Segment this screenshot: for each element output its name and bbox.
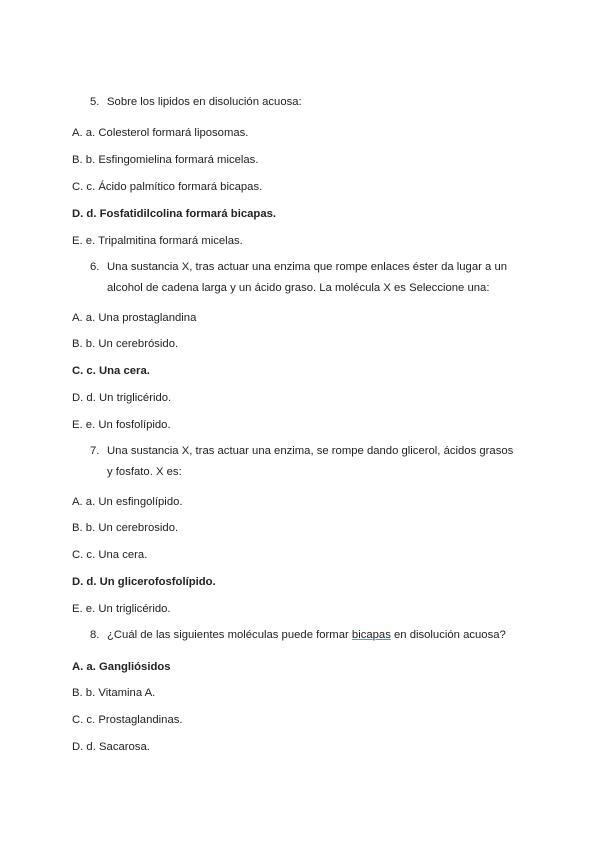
- answer-option: A. a. Colesterol formará liposomas.: [72, 127, 249, 139]
- question-7: [90, 441, 520, 483]
- answer-option: B. b. Un cerebrosido.: [72, 522, 179, 534]
- question-number: 8.: [90, 629, 100, 641]
- question-text: [107, 625, 520, 646]
- underlined-term: bicapas: [351, 629, 391, 641]
- answer-option-correct: D. d. Fosfatidilcolina formará bicapas.: [72, 208, 277, 220]
- question-text-before: ¿Cuál de las siguientes moléculas puede formar: [107, 629, 352, 641]
- answer-option: A. a. Un esfingolípido.: [72, 496, 183, 508]
- question-8: [90, 625, 520, 646]
- question-text: Una sustancia X, tras actuar una enzima que rompe enlaces éster da lugar a un alcohol de cadena larga y un ácido graso. La molécula X es Seleccione una:: [107, 261, 508, 294]
- question-5: [90, 92, 520, 113]
- answer-option: E. e. Un fosfolípido.: [72, 419, 171, 431]
- question-text: Sobre los lipidos en disolución acuosa:: [107, 96, 302, 108]
- answer-option: C. c. Una cera.: [72, 549, 148, 561]
- answer-option: B. b. Esfingomielina formará micelas.: [72, 154, 259, 166]
- answer-option-correct: A. a. Gangliósidos: [72, 661, 171, 673]
- answer-option: E. e. Tripalmitina formará micelas.: [72, 235, 243, 247]
- answer-option: A. a. Una prostaglandina: [72, 312, 197, 324]
- answer-option: E. e. Un triglicérido.: [72, 603, 171, 615]
- question-number: 7.: [90, 445, 100, 457]
- answer-option: B. b. Un cerebrósido.: [72, 338, 179, 350]
- answer-option: C. c. Prostaglandinas.: [72, 714, 183, 726]
- answer-option: D. d. Sacarosa.: [72, 741, 150, 753]
- question-text-after: en disolución acuosa?: [390, 629, 506, 641]
- question-number: 6.: [90, 261, 100, 273]
- question-number: 5.: [90, 96, 100, 108]
- answer-option: C. c. Ácido palmítico formará bicapas.: [72, 181, 263, 193]
- question-6: [90, 257, 520, 299]
- answer-option: B. b. Vitamina A.: [72, 687, 156, 699]
- answer-option-correct: C. c. Una cera.: [72, 365, 150, 377]
- answer-option-correct: D. d. Un glicerofosfolípido.: [72, 576, 216, 588]
- question-text: Una sustancia X, tras actuar una enzima, se rompe dando glicerol, ácidos grasos y fosfato. X es:: [107, 445, 514, 478]
- answer-option: D. d. Un triglicérido.: [72, 392, 172, 404]
